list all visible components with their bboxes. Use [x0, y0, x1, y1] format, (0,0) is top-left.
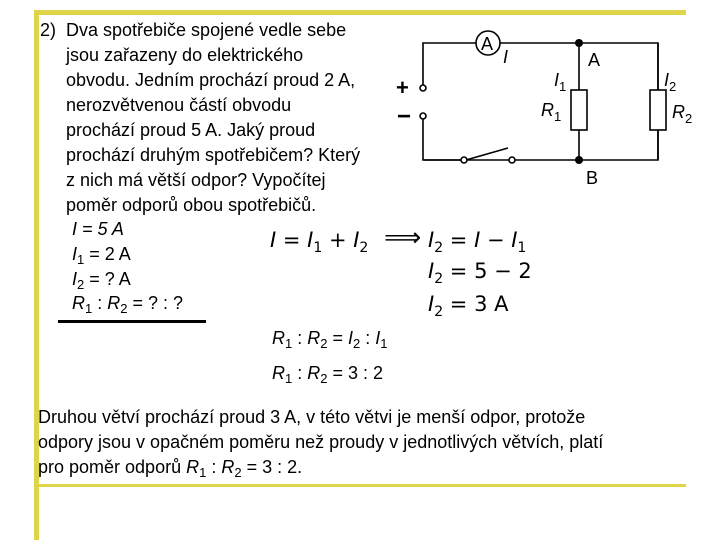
conclusion-line-3: pro poměr odporů $R_1$ : $R_2 = 3$ : 2.	[38, 457, 303, 480]
problem-line-7: z nich má větší odpor? Vypočítej	[66, 170, 326, 190]
resistor-r1	[571, 90, 587, 130]
node-b-dot	[575, 156, 583, 164]
given-separator-line	[58, 320, 206, 323]
node-a-dot	[575, 39, 583, 47]
given-current-total: I = 5 A	[72, 219, 124, 239]
equation-i2-substitution: $I_2 = 5 - 2$	[428, 259, 532, 287]
switch-contact-right	[509, 157, 515, 163]
problem-line-4: nerozvětvenou částí obvodu	[66, 95, 292, 115]
equation-i2-formula: $I_2 = I - I_1$	[428, 228, 527, 256]
resistor-r2	[650, 90, 666, 130]
label-r1: $R_1$	[541, 100, 562, 124]
label-i2: $I_2$	[664, 70, 677, 94]
switch-contact-left	[461, 157, 467, 163]
problem-line-1: Dva spotřebiče spojené vedle sebe	[66, 20, 347, 40]
given-resistance-ratio: $R_1$ : $R_2$ = ? : ?	[72, 293, 184, 316]
ratio-result: $R_1$ : $R_2 = 3$ : 2	[272, 363, 384, 386]
terminal-plus	[420, 85, 426, 91]
problem-line-6: prochází druhým spotřebičem? Který	[66, 145, 361, 165]
problem-number: 2)	[40, 20, 57, 40]
label-i1: $I_1$	[554, 70, 567, 94]
wire-top-left	[423, 43, 476, 86]
equation-current-sum: $I = I_1 + I_2$	[270, 228, 369, 256]
problem-line-5: prochází proud 5 A. Jaký proud	[66, 120, 316, 140]
conclusion-line-1: Druhou větví prochází proud 3 A, v této větvi je menší odpor, protože	[38, 407, 586, 427]
given-current-2: $I_2$ = ? A	[72, 269, 131, 292]
problem-line-2: jsou zařazeny do elektrického	[66, 45, 304, 65]
node-b-label: B	[586, 168, 599, 188]
plus-sign: +	[396, 75, 409, 100]
switch-lever	[466, 148, 508, 160]
problem-line-3: obvodu. Jedním prochází proud 2 A,	[66, 70, 356, 90]
node-a-label: A	[588, 50, 601, 70]
problem-line-8: poměr odporů obou spotřebičů.	[66, 195, 317, 215]
minus-sign: −	[397, 103, 412, 130]
equation-i2-result: $I_2 = 3$ A	[428, 292, 509, 320]
ratio-formula: $R_1$ : $R_2 = I_2$ : $I_1$	[272, 328, 388, 351]
conclusion-line-2: odpory jsou v opačném poměru než proudy v jednotlivých větvích, platí	[38, 432, 604, 452]
terminal-minus	[420, 113, 426, 119]
ammeter-label: A	[481, 34, 494, 54]
label-r2: $R_2$	[672, 102, 693, 126]
label-total-current: I	[503, 47, 509, 67]
wire-bottom-left	[423, 116, 462, 160]
implies-arrow: ⟹	[384, 223, 422, 253]
given-current-1: $I_1 = 2$ A	[72, 244, 131, 267]
